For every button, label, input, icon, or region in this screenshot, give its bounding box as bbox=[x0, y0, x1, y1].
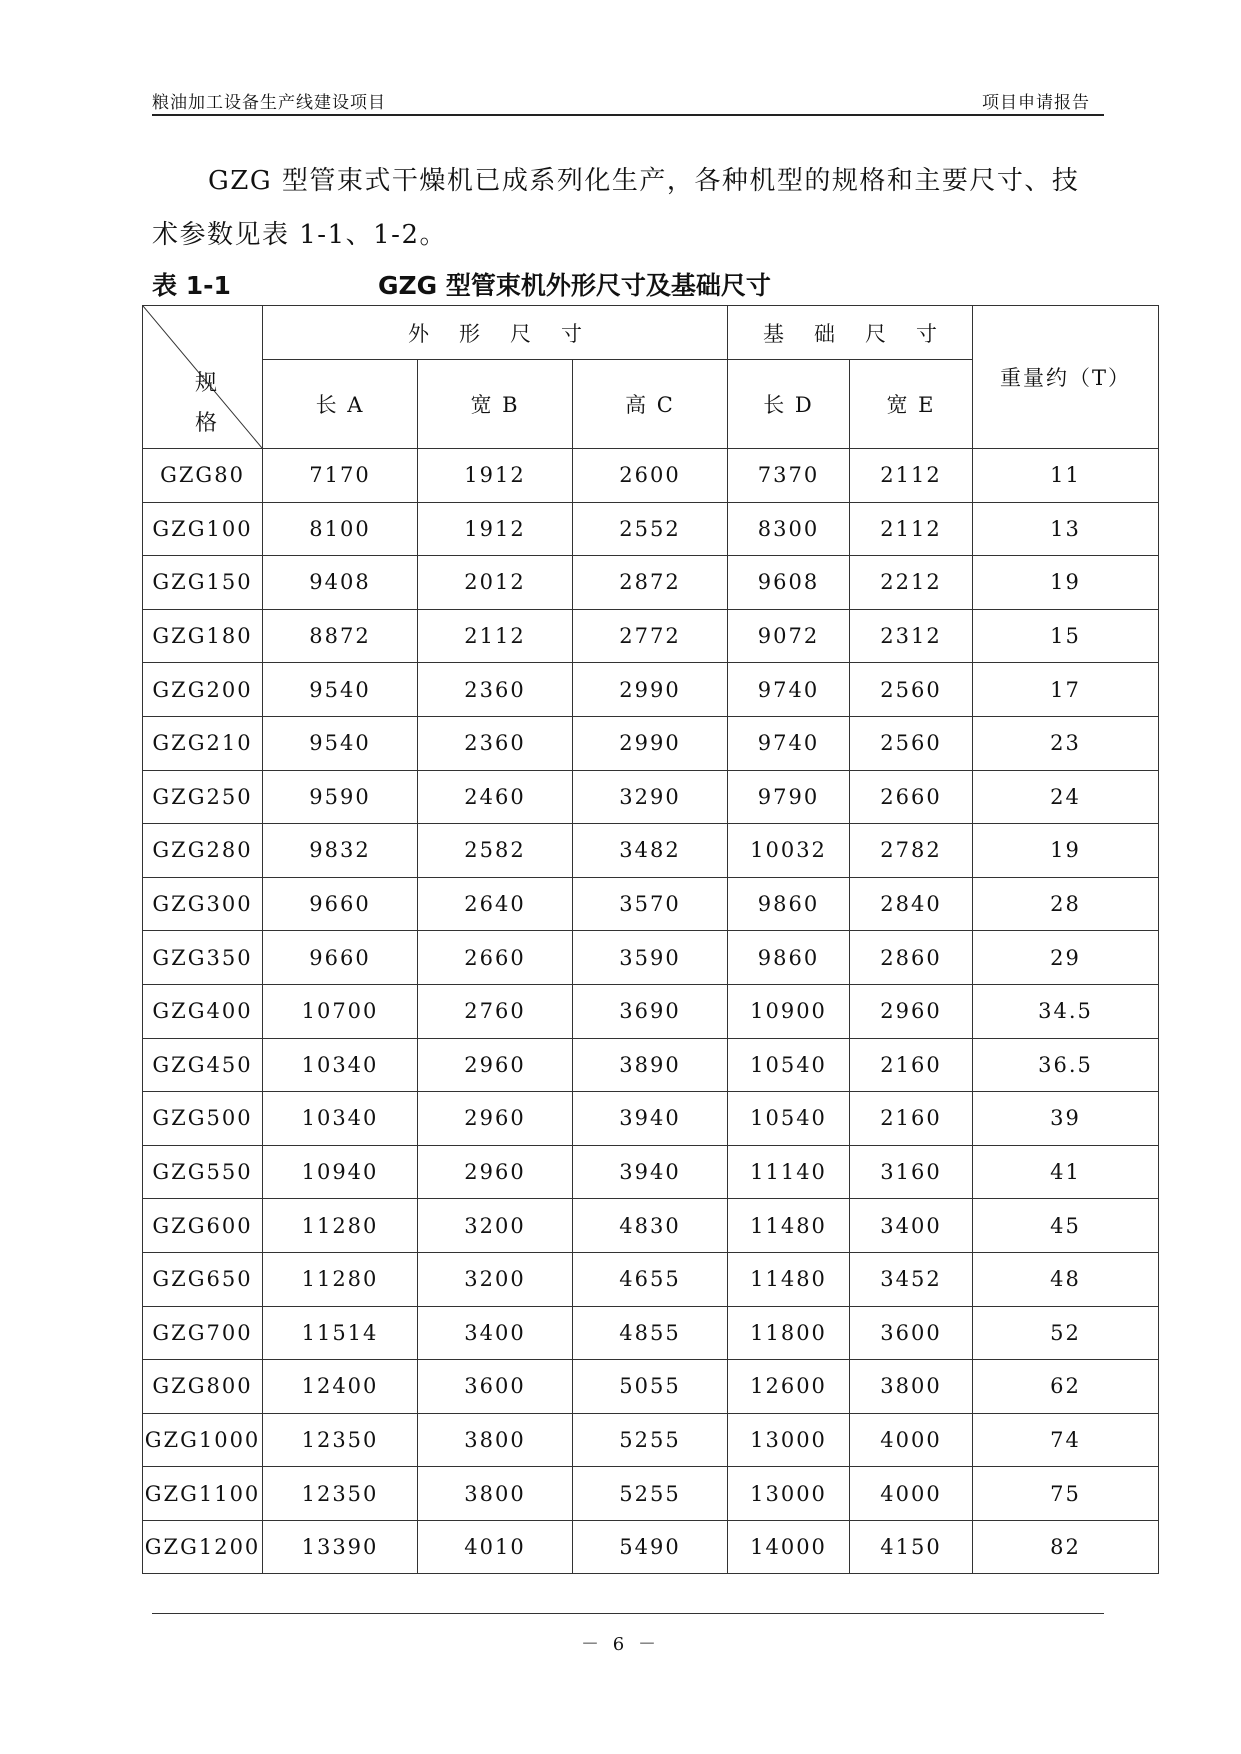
header-length-d: 长 D bbox=[728, 360, 850, 449]
width-b-cell: 2660 bbox=[418, 931, 573, 985]
table-body bbox=[143, 449, 1159, 1574]
intro-line-2: 术参数见表 1-1、1-2。 bbox=[152, 220, 448, 250]
table-caption bbox=[152, 266, 1112, 302]
length-a-cell: 11514 bbox=[263, 1306, 418, 1360]
length-d-cell: 8300 bbox=[728, 502, 850, 556]
length-a-cell: 10700 bbox=[263, 984, 418, 1038]
weight-cell: 62 bbox=[973, 1360, 1159, 1414]
length-d-cell: 10540 bbox=[728, 1092, 850, 1146]
height-c-cell: 3570 bbox=[573, 877, 728, 931]
length-a-cell: 12400 bbox=[263, 1360, 418, 1414]
weight-cell: 11 bbox=[973, 449, 1159, 503]
header-group-base-dimensions bbox=[728, 306, 973, 360]
length-a-cell: 11280 bbox=[263, 1199, 418, 1253]
header-height-c: 高 C bbox=[573, 360, 728, 449]
table-row bbox=[143, 716, 1159, 770]
length-d-cell: 12600 bbox=[728, 1360, 850, 1414]
length-d-cell: 7370 bbox=[728, 449, 850, 503]
table-row bbox=[143, 877, 1159, 931]
header-group-outer-label: 外形尺寸 bbox=[408, 321, 612, 346]
width-e-cell: 3800 bbox=[850, 1360, 973, 1414]
table-row bbox=[143, 1467, 1159, 1521]
weight-cell: 23 bbox=[973, 716, 1159, 770]
length-d-cell: 14000 bbox=[728, 1520, 850, 1574]
length-d-cell: 10032 bbox=[728, 824, 850, 878]
header-project-name: 粮油加工设备生产线建设项目 bbox=[152, 93, 386, 113]
length-a-cell: 10940 bbox=[263, 1145, 418, 1199]
weight-cell: 39 bbox=[973, 1092, 1159, 1146]
width-b-cell: 2012 bbox=[418, 556, 573, 610]
model-cell: GZG80 bbox=[143, 449, 263, 503]
dimension-table bbox=[142, 305, 1159, 1574]
height-c-cell: 5255 bbox=[573, 1413, 728, 1467]
height-c-cell: 5055 bbox=[573, 1360, 728, 1414]
width-b-cell: 2112 bbox=[418, 609, 573, 663]
model-cell: GZG1000 bbox=[143, 1413, 263, 1467]
length-d-cell: 11800 bbox=[728, 1306, 850, 1360]
intro-paragraph bbox=[152, 154, 1112, 262]
length-d-cell: 9072 bbox=[728, 609, 850, 663]
height-c-cell: 3290 bbox=[573, 770, 728, 824]
height-c-cell: 3590 bbox=[573, 931, 728, 985]
length-a-cell: 9590 bbox=[263, 770, 418, 824]
model-cell: GZG280 bbox=[143, 824, 263, 878]
model-cell: GZG450 bbox=[143, 1038, 263, 1092]
length-a-cell: 9832 bbox=[263, 824, 418, 878]
weight-cell: 34.5 bbox=[973, 984, 1159, 1038]
width-e-cell: 4000 bbox=[850, 1467, 973, 1521]
weight-cell: 36.5 bbox=[973, 1038, 1159, 1092]
width-b-cell: 2460 bbox=[418, 770, 573, 824]
width-e-cell: 2312 bbox=[850, 609, 973, 663]
width-b-cell: 1912 bbox=[418, 449, 573, 503]
width-e-cell: 2560 bbox=[850, 716, 973, 770]
width-b-cell: 3400 bbox=[418, 1306, 573, 1360]
width-b-cell: 3800 bbox=[418, 1467, 573, 1521]
width-e-cell: 2860 bbox=[850, 931, 973, 985]
table-row bbox=[143, 556, 1159, 610]
model-cell: GZG400 bbox=[143, 984, 263, 1038]
weight-cell: 52 bbox=[973, 1306, 1159, 1360]
model-cell: GZG350 bbox=[143, 931, 263, 985]
width-b-cell: 3200 bbox=[418, 1199, 573, 1253]
length-a-cell: 9660 bbox=[263, 931, 418, 985]
height-c-cell: 2872 bbox=[573, 556, 728, 610]
model-cell: GZG650 bbox=[143, 1252, 263, 1306]
table-row bbox=[143, 1306, 1159, 1360]
weight-cell: 28 bbox=[973, 877, 1159, 931]
length-d-cell: 9608 bbox=[728, 556, 850, 610]
model-cell: GZG500 bbox=[143, 1092, 263, 1146]
length-d-cell: 13000 bbox=[728, 1467, 850, 1521]
page-number: － 6 － bbox=[581, 1634, 660, 1655]
weight-cell: 82 bbox=[973, 1520, 1159, 1574]
length-d-cell: 10540 bbox=[728, 1038, 850, 1092]
table-row bbox=[143, 1145, 1159, 1199]
length-a-cell: 8100 bbox=[263, 502, 418, 556]
header-group-outer-dimensions bbox=[263, 306, 728, 360]
height-c-cell: 2990 bbox=[573, 716, 728, 770]
weight-cell: 41 bbox=[973, 1145, 1159, 1199]
length-a-cell: 7170 bbox=[263, 449, 418, 503]
length-a-cell: 8872 bbox=[263, 609, 418, 663]
width-e-cell: 3600 bbox=[850, 1306, 973, 1360]
height-c-cell: 3940 bbox=[573, 1092, 728, 1146]
length-a-cell: 9540 bbox=[263, 663, 418, 717]
height-c-cell: 2990 bbox=[573, 663, 728, 717]
weight-cell: 48 bbox=[973, 1252, 1159, 1306]
height-c-cell: 3690 bbox=[573, 984, 728, 1038]
model-cell: GZG1200 bbox=[143, 1520, 263, 1574]
table-title: GZG 型管束机外形尺寸及基础尺寸 bbox=[378, 271, 771, 300]
height-c-cell: 4855 bbox=[573, 1306, 728, 1360]
header-length-a: 长 A bbox=[263, 360, 418, 449]
length-d-cell: 9740 bbox=[728, 663, 850, 717]
weight-cell: 74 bbox=[973, 1413, 1159, 1467]
model-cell: GZG100 bbox=[143, 502, 263, 556]
length-a-cell: 9408 bbox=[263, 556, 418, 610]
weight-cell: 29 bbox=[973, 931, 1159, 985]
width-e-cell: 2112 bbox=[850, 449, 973, 503]
width-b-cell: 2960 bbox=[418, 1145, 573, 1199]
footer-divider bbox=[152, 1613, 1104, 1614]
length-a-cell: 10340 bbox=[263, 1092, 418, 1146]
weight-cell: 13 bbox=[973, 502, 1159, 556]
header-group-base-label: 基础尺寸 bbox=[763, 321, 968, 346]
width-e-cell: 4000 bbox=[850, 1413, 973, 1467]
table-row bbox=[143, 449, 1159, 503]
header-spec-label: 规格 bbox=[194, 371, 219, 436]
width-b-cell: 2360 bbox=[418, 663, 573, 717]
header-document-type: 项目申请报告 bbox=[982, 93, 1090, 113]
weight-cell: 24 bbox=[973, 770, 1159, 824]
table-row bbox=[143, 1199, 1159, 1253]
weight-cell: 75 bbox=[973, 1467, 1159, 1521]
width-e-cell: 2160 bbox=[850, 1038, 973, 1092]
height-c-cell: 4830 bbox=[573, 1199, 728, 1253]
width-b-cell: 3200 bbox=[418, 1252, 573, 1306]
model-cell: GZG550 bbox=[143, 1145, 263, 1199]
width-e-cell: 3400 bbox=[850, 1199, 973, 1253]
weight-cell: 45 bbox=[973, 1199, 1159, 1253]
table-row bbox=[143, 770, 1159, 824]
model-cell: GZG250 bbox=[143, 770, 263, 824]
table-row bbox=[143, 1413, 1159, 1467]
length-d-cell: 9860 bbox=[728, 877, 850, 931]
width-b-cell: 2360 bbox=[418, 716, 573, 770]
page-header bbox=[152, 86, 1104, 116]
table-row bbox=[143, 1520, 1159, 1574]
model-cell: GZG800 bbox=[143, 1360, 263, 1414]
width-e-cell: 2112 bbox=[850, 502, 973, 556]
header-weight: 重量约（T） bbox=[973, 306, 1159, 449]
width-b-cell: 3800 bbox=[418, 1413, 573, 1467]
length-d-cell: 9790 bbox=[728, 770, 850, 824]
table-row bbox=[143, 931, 1159, 985]
length-d-cell: 11480 bbox=[728, 1199, 850, 1253]
length-a-cell: 13390 bbox=[263, 1520, 418, 1574]
header-corner-cell bbox=[143, 306, 263, 449]
length-a-cell: 12350 bbox=[263, 1413, 418, 1467]
table-header bbox=[143, 306, 1159, 449]
table-row bbox=[143, 1092, 1159, 1146]
width-b-cell: 1912 bbox=[418, 502, 573, 556]
width-e-cell: 2960 bbox=[850, 984, 973, 1038]
width-b-cell: 2582 bbox=[418, 824, 573, 878]
length-a-cell: 9660 bbox=[263, 877, 418, 931]
height-c-cell: 5255 bbox=[573, 1467, 728, 1521]
model-cell: GZG150 bbox=[143, 556, 263, 610]
table-row bbox=[143, 1360, 1159, 1414]
model-cell: GZG700 bbox=[143, 1306, 263, 1360]
table-row bbox=[143, 824, 1159, 878]
intro-line-1: GZG 型管束式干燥机已成系列化生产，各种机型的规格和主要尺寸、技 bbox=[208, 166, 1080, 196]
length-a-cell: 11280 bbox=[263, 1252, 418, 1306]
weight-cell: 17 bbox=[973, 663, 1159, 717]
model-cell: GZG200 bbox=[143, 663, 263, 717]
height-c-cell: 2552 bbox=[573, 502, 728, 556]
width-e-cell: 3452 bbox=[850, 1252, 973, 1306]
width-e-cell: 2560 bbox=[850, 663, 973, 717]
table-number: 表 1-1 bbox=[152, 271, 231, 300]
model-cell: GZG300 bbox=[143, 877, 263, 931]
width-e-cell: 4150 bbox=[850, 1520, 973, 1574]
table-row bbox=[143, 502, 1159, 556]
model-cell: GZG1100 bbox=[143, 1467, 263, 1521]
height-c-cell: 3482 bbox=[573, 824, 728, 878]
model-cell: GZG180 bbox=[143, 609, 263, 663]
table-row bbox=[143, 984, 1159, 1038]
table-row bbox=[143, 663, 1159, 717]
width-b-cell: 4010 bbox=[418, 1520, 573, 1574]
length-d-cell: 11480 bbox=[728, 1252, 850, 1306]
width-e-cell: 2782 bbox=[850, 824, 973, 878]
height-c-cell: 4655 bbox=[573, 1252, 728, 1306]
table-row bbox=[143, 1252, 1159, 1306]
width-b-cell: 3600 bbox=[418, 1360, 573, 1414]
table-row bbox=[143, 1038, 1159, 1092]
height-c-cell: 3890 bbox=[573, 1038, 728, 1092]
model-cell: GZG210 bbox=[143, 716, 263, 770]
width-e-cell: 3160 bbox=[850, 1145, 973, 1199]
length-a-cell: 10340 bbox=[263, 1038, 418, 1092]
height-c-cell: 2600 bbox=[573, 449, 728, 503]
width-b-cell: 2760 bbox=[418, 984, 573, 1038]
weight-cell: 19 bbox=[973, 556, 1159, 610]
length-d-cell: 9860 bbox=[728, 931, 850, 985]
height-c-cell: 3940 bbox=[573, 1145, 728, 1199]
width-b-cell: 2640 bbox=[418, 877, 573, 931]
width-e-cell: 2840 bbox=[850, 877, 973, 931]
height-c-cell: 2772 bbox=[573, 609, 728, 663]
header-width-e: 宽 E bbox=[850, 360, 973, 449]
length-d-cell: 9740 bbox=[728, 716, 850, 770]
height-c-cell: 5490 bbox=[573, 1520, 728, 1574]
length-d-cell: 13000 bbox=[728, 1413, 850, 1467]
weight-cell: 15 bbox=[973, 609, 1159, 663]
width-e-cell: 2660 bbox=[850, 770, 973, 824]
header-width-b: 宽 B bbox=[418, 360, 573, 449]
length-d-cell: 11140 bbox=[728, 1145, 850, 1199]
length-d-cell: 10900 bbox=[728, 984, 850, 1038]
width-e-cell: 2160 bbox=[850, 1092, 973, 1146]
length-a-cell: 12350 bbox=[263, 1467, 418, 1521]
width-e-cell: 2212 bbox=[850, 556, 973, 610]
table-row bbox=[143, 609, 1159, 663]
model-cell: GZG600 bbox=[143, 1199, 263, 1253]
weight-cell: 19 bbox=[973, 824, 1159, 878]
width-b-cell: 2960 bbox=[418, 1038, 573, 1092]
width-b-cell: 2960 bbox=[418, 1092, 573, 1146]
length-a-cell: 9540 bbox=[263, 716, 418, 770]
